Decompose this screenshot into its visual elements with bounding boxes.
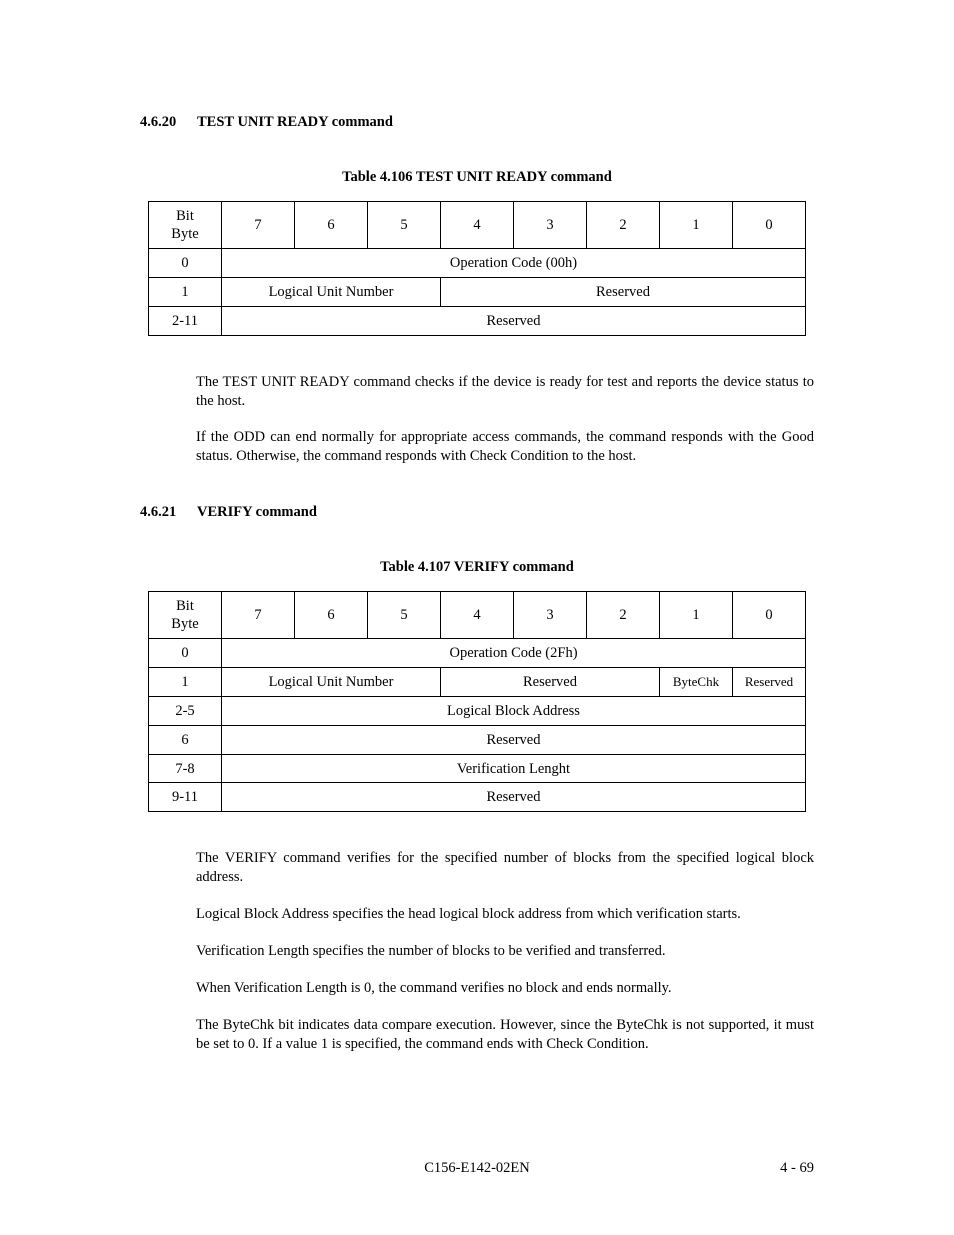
reserved-bit0-cell: Reserved (733, 668, 806, 697)
bit-1-header: 1 (660, 202, 733, 249)
verification-length-cell: Verification Lenght (222, 755, 806, 783)
bit-5-header: 5 (368, 592, 441, 639)
table-row (149, 249, 806, 278)
byte-cell: 0 (149, 249, 222, 278)
section-number: 4.6.20 (140, 114, 177, 130)
bit-4-header: 4 (441, 592, 514, 639)
reserved-cell: Reserved (222, 783, 806, 812)
reserved-cell: Reserved (441, 668, 660, 697)
reserved-cell: Reserved (441, 278, 806, 307)
bit-2-header: 2 (587, 202, 660, 249)
bit-0-header: 0 (733, 592, 806, 639)
byte-cell: 0 (149, 639, 222, 668)
byte-cell: 2-11 (149, 307, 222, 336)
logical-block-address-cell: Logical Block Address (222, 697, 806, 726)
section-heading-verify (140, 504, 317, 521)
section-title: TEST UNIT READY command (197, 114, 393, 130)
paragraph: The ByteChk bit indicates data compare execution. However, since the ByteChk is not supported, it must be set to 0. If a value 1 is specified, the command ends with Check Condition. (196, 1017, 814, 1052)
bit-2-header: 2 (587, 592, 660, 639)
table-row (149, 639, 806, 668)
paragraph: When Verification Length is 0, the command verifies no block and ends normally. (196, 980, 672, 996)
table-row (149, 278, 806, 307)
byte-label: Byte (171, 616, 199, 632)
section-title: VERIFY command (197, 504, 317, 520)
bit-byte-header-cell (149, 202, 222, 249)
verify-table (148, 591, 806, 812)
paragraph: The TEST UNIT READY command checks if the device is ready for test and reports the device status to the host. (196, 374, 814, 409)
logical-unit-number-cell: Logical Unit Number (222, 278, 441, 307)
bit-7-header: 7 (222, 592, 295, 639)
bytechk-cell: ByteChk (660, 668, 733, 697)
reserved-cell: Reserved (222, 307, 806, 336)
bit-label: Bit (176, 208, 194, 224)
test-unit-ready-table (148, 201, 806, 336)
bit-4-header: 4 (441, 202, 514, 249)
footer-doc-id: C156-E142-02EN (424, 1160, 530, 1176)
table-row (149, 668, 806, 697)
paragraph: If the ODD can end normally for appropriate access commands, the command responds with the Good status. Otherwise, the command responds with Check Condition to the host. (196, 429, 814, 464)
table-caption-4-106: Table 4.106 TEST UNIT READY command (342, 169, 612, 185)
operation-code-cell: Operation Code (00h) (222, 249, 806, 278)
byte-cell: 9-11 (149, 783, 222, 812)
table-row (149, 783, 806, 812)
bit-0-header: 0 (733, 202, 806, 249)
byte-cell: 6 (149, 726, 222, 755)
bit-6-header: 6 (295, 202, 368, 249)
footer-page-number: 4 - 69 (780, 1160, 814, 1176)
table-header-row (149, 202, 806, 249)
bit-3-header: 3 (514, 202, 587, 249)
reserved-cell: Reserved (222, 726, 806, 755)
byte-label: Byte (171, 226, 199, 242)
table-header-row (149, 592, 806, 639)
section-heading-test-unit-ready (140, 114, 393, 131)
byte-cell: 2-5 (149, 697, 222, 726)
table-row (149, 755, 806, 783)
logical-unit-number-cell: Logical Unit Number (222, 668, 441, 697)
table-caption-4-107: Table 4.107 VERIFY command (380, 559, 574, 575)
paragraph: Verification Length specifies the number of blocks to be verified and transferred. (196, 943, 666, 959)
byte-cell: 1 (149, 668, 222, 697)
table-row (149, 307, 806, 336)
bit-7-header: 7 (222, 202, 295, 249)
bit-5-header: 5 (368, 202, 441, 249)
bit-1-header: 1 (660, 592, 733, 639)
bit-byte-header-cell (149, 592, 222, 639)
bit-3-header: 3 (514, 592, 587, 639)
table-row (149, 726, 806, 755)
paragraph: The VERIFY command verifies for the specified number of blocks from the specified logical block address. (196, 850, 814, 885)
byte-cell: 1 (149, 278, 222, 307)
byte-cell: 7-8 (149, 755, 222, 783)
paragraph: Logical Block Address specifies the head logical block address from which verification starts. (196, 906, 741, 922)
table-row (149, 697, 806, 726)
bit-6-header: 6 (295, 592, 368, 639)
operation-code-cell: Operation Code (2Fh) (222, 639, 806, 668)
bit-label: Bit (176, 598, 194, 614)
section-number: 4.6.21 (140, 504, 177, 520)
